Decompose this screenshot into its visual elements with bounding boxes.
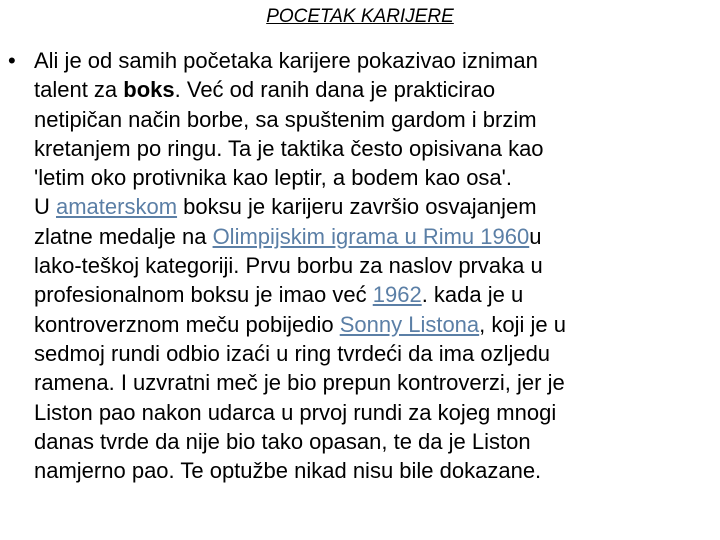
text-span: ramena. I uzvratni meč je bio prepun kontroverzi, jer je [34, 370, 565, 396]
bullet-icon: • [8, 48, 16, 73]
text-span: zlatne medalje na [34, 223, 213, 249]
paragraph-line [34, 368, 720, 397]
text-span: boksu je karijeru završio osvajanjem [177, 194, 537, 220]
bold-term: boks [123, 77, 175, 103]
paragraph-line [34, 192, 720, 221]
paragraph-line [34, 398, 720, 427]
text-span: U [34, 194, 56, 220]
text-span: 'letim oko protivnika kao leptir, a bodem kao osa'. [34, 165, 512, 191]
paragraph-line [34, 75, 720, 104]
text-span: , koji je u [479, 311, 566, 337]
hyperlink[interactable]: 1962 [372, 282, 422, 308]
text-span: talent za [34, 77, 124, 103]
text-span: sedmoj rundi odbio izaći u ring tvrdeći da ima ozljedu [34, 340, 551, 366]
paragraph-line [34, 134, 720, 163]
bullet-paragraph [34, 46, 720, 485]
paragraph-line [34, 251, 720, 280]
paragraph-line [34, 280, 720, 309]
paragraph-line [34, 456, 720, 485]
text-span: profesionalnom boksu je imao već [34, 282, 373, 308]
text-span: lako-teškoj kategoriji. Prvu borbu za naslov prvaka u [34, 253, 543, 279]
paragraph-line [34, 105, 720, 134]
paragraph-line [34, 222, 720, 251]
text-span: netipičan način borbe, sa spuštenim gardom i brzim [34, 106, 537, 132]
hyperlink[interactable]: amaterskom [56, 194, 178, 220]
paragraph-line [34, 163, 720, 192]
text-span: danas tvrde da nije bio tako opasan, te da je Liston [34, 428, 531, 454]
text-span: u [529, 223, 542, 249]
paragraph-line [34, 46, 720, 75]
hyperlink[interactable]: Olimpijskim igrama u Rimu 1960 [212, 223, 530, 249]
hyperlink[interactable]: Sonny Listona [339, 311, 480, 337]
text-span: Liston pao nakon udarca u prvoj rundi za kojeg mnogi [34, 399, 557, 425]
page-title: POCETAK KARIJERE [266, 6, 454, 27]
text-span: namjerno pao. Te optužbe nikad nisu bile dokazane. [34, 458, 542, 484]
text-span: Ali je od samih početaka karijere pokazivao izniman [34, 48, 538, 73]
paragraph-line [34, 427, 720, 456]
text-span: kontroverznom meču pobijedio [34, 311, 340, 337]
text-span: kretanjem po ringu. Ta je taktika često opisivana kao [34, 135, 544, 161]
text-span: . kada je u [421, 282, 524, 308]
paragraph-line [34, 339, 720, 368]
text-span: . Već od ranih dana je prakticirao [174, 77, 496, 103]
paragraph-line [34, 310, 720, 339]
